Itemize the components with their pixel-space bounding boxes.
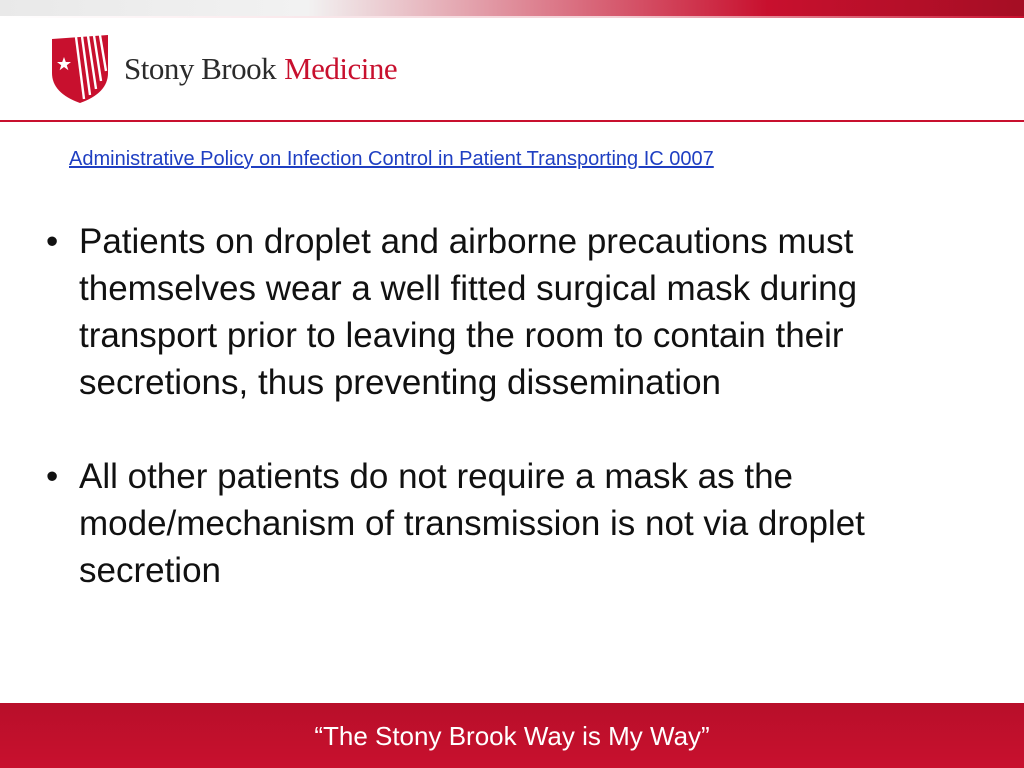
footer-tagline: “The Stony Brook Way is My Way” [314,721,710,751]
footer-bar [0,703,1024,768]
list-item [44,453,994,594]
policy-link[interactable]: Administrative Policy on Infection Control in Patient Transporting IC 0007 [69,148,714,170]
bullet-marker: • [46,222,59,261]
list-item [44,218,994,406]
top-accent-stripe [0,16,1024,18]
header-divider [0,120,1024,122]
brand-logo [50,33,397,105]
brand-division: Medicine [284,51,398,86]
top-accent-bar [0,0,1024,16]
brand-wordmark [124,51,397,87]
brand-name: Stony Brook [124,51,277,86]
bullet-list [44,218,994,641]
bullet-text: All other patients do not require a mask as the mode/mechanism of transmission is not via droplet secretion [79,457,865,590]
bullet-text: Patients on droplet and airborne precautions must themselves wear a well fitted surgical mask during transport prior to leaving the room to contain their secretions, thus preventing dissemination [79,222,858,402]
bullet-marker: • [46,457,59,496]
shield-star-logo-icon [50,33,110,105]
